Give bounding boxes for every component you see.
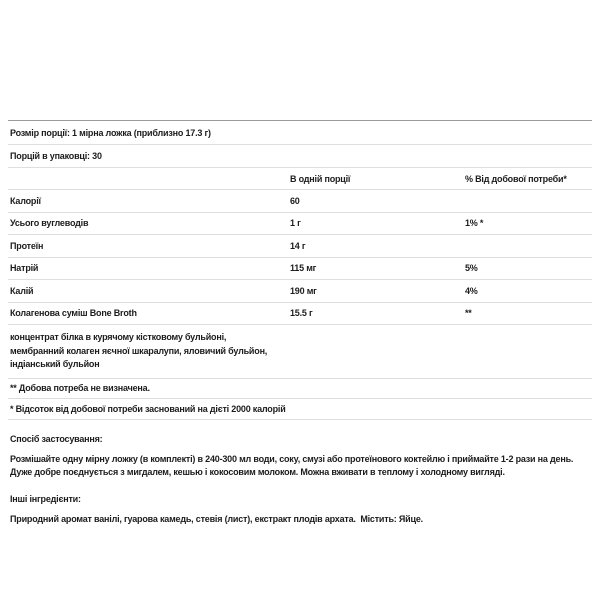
footnote-daily-value-not-established <box>8 379 592 400</box>
nutrient-amount: 115 мг <box>290 263 317 274</box>
serving-size-row <box>8 121 592 145</box>
column-header-per-serving: В одній порції <box>290 173 351 184</box>
nutrient-row-bone-broth-blend <box>8 303 592 326</box>
blend-description <box>8 325 592 379</box>
nutrient-amount: 60 <box>290 195 300 206</box>
usage-heading: Спосіб застосування: <box>10 433 103 444</box>
blend-description-line: мембранний колаген яєчної шкаралупи, яловичий бульйон, <box>10 345 268 356</box>
nutrient-row-total-carbs <box>8 213 592 236</box>
nutrient-row-protein <box>8 235 592 258</box>
table-header-row <box>8 168 592 190</box>
nutrient-amount: 1 г <box>290 218 301 229</box>
nutrient-dv: 4% <box>465 285 478 296</box>
usage-text-line: Розмішайте одну мірну ложку (в комплекті) в 240-300 мл води, соку, смузі або протеїнового коктейлю і приймайте 1-2 рази на день. <box>10 453 574 464</box>
nutrient-row-potassium <box>8 280 592 303</box>
other-ingredients-text-line: Природний аромат ванілі, гуарова камедь, стевія (лист), екстракт плодів архата. Містить: Яйце. <box>10 513 423 524</box>
nutrient-label: Усього вуглеводів <box>10 218 89 229</box>
nutrient-label: Протеїн <box>10 240 44 251</box>
nutrient-label: Натрій <box>10 263 39 274</box>
nutrient-dv: 5% <box>465 263 478 274</box>
nutrient-label: Калорії <box>10 195 41 206</box>
blend-description-line: концентрат білка в курячому кістковому бульйоні, <box>10 332 227 342</box>
nutrient-row-sodium <box>8 258 592 281</box>
nutrient-label: Калій <box>10 285 34 296</box>
other-ingredients-text <box>10 513 592 527</box>
nutrient-label: Колагенова суміш Bone Broth <box>10 308 137 319</box>
nutrition-table <box>8 120 592 420</box>
nutrient-amount: 15.5 г <box>290 308 313 319</box>
other-ingredients-heading: Інші інгредієнти: <box>10 493 81 504</box>
blend-description-line: індіанський бульйон <box>10 359 100 369</box>
footnote-text: ** Добова потреба не визначена. <box>10 383 150 394</box>
nutrient-row-calories <box>8 190 592 213</box>
nutrient-amount: 14 г <box>290 240 306 251</box>
nutrient-amount: 190 мг <box>290 285 317 296</box>
nutrient-dv: 1% * <box>465 218 484 229</box>
usage-text <box>10 453 592 480</box>
usage-text-line: Дуже добре поєднується з мигдалем, кешью і кокосовим молоком. Можна вживати в теплому і холодному вигляді. <box>10 467 505 477</box>
nutrient-dv: ** <box>465 308 472 319</box>
footnote-text: * Відсоток від добової потреби заснований на дієті 2000 калорій <box>10 403 286 414</box>
usage-section <box>8 433 592 480</box>
footnote-percent-daily-value-basis <box>8 399 592 420</box>
serving-size-text: Розмір порції: 1 мірна ложка (приблизно 17.3 г) <box>10 127 211 138</box>
servings-per-container-row <box>8 145 592 168</box>
servings-per-container-text: Порцій в упаковці: 30 <box>10 151 102 161</box>
column-header-daily-value: % Від добової потреби* <box>465 173 567 184</box>
other-ingredients-section <box>8 493 592 527</box>
